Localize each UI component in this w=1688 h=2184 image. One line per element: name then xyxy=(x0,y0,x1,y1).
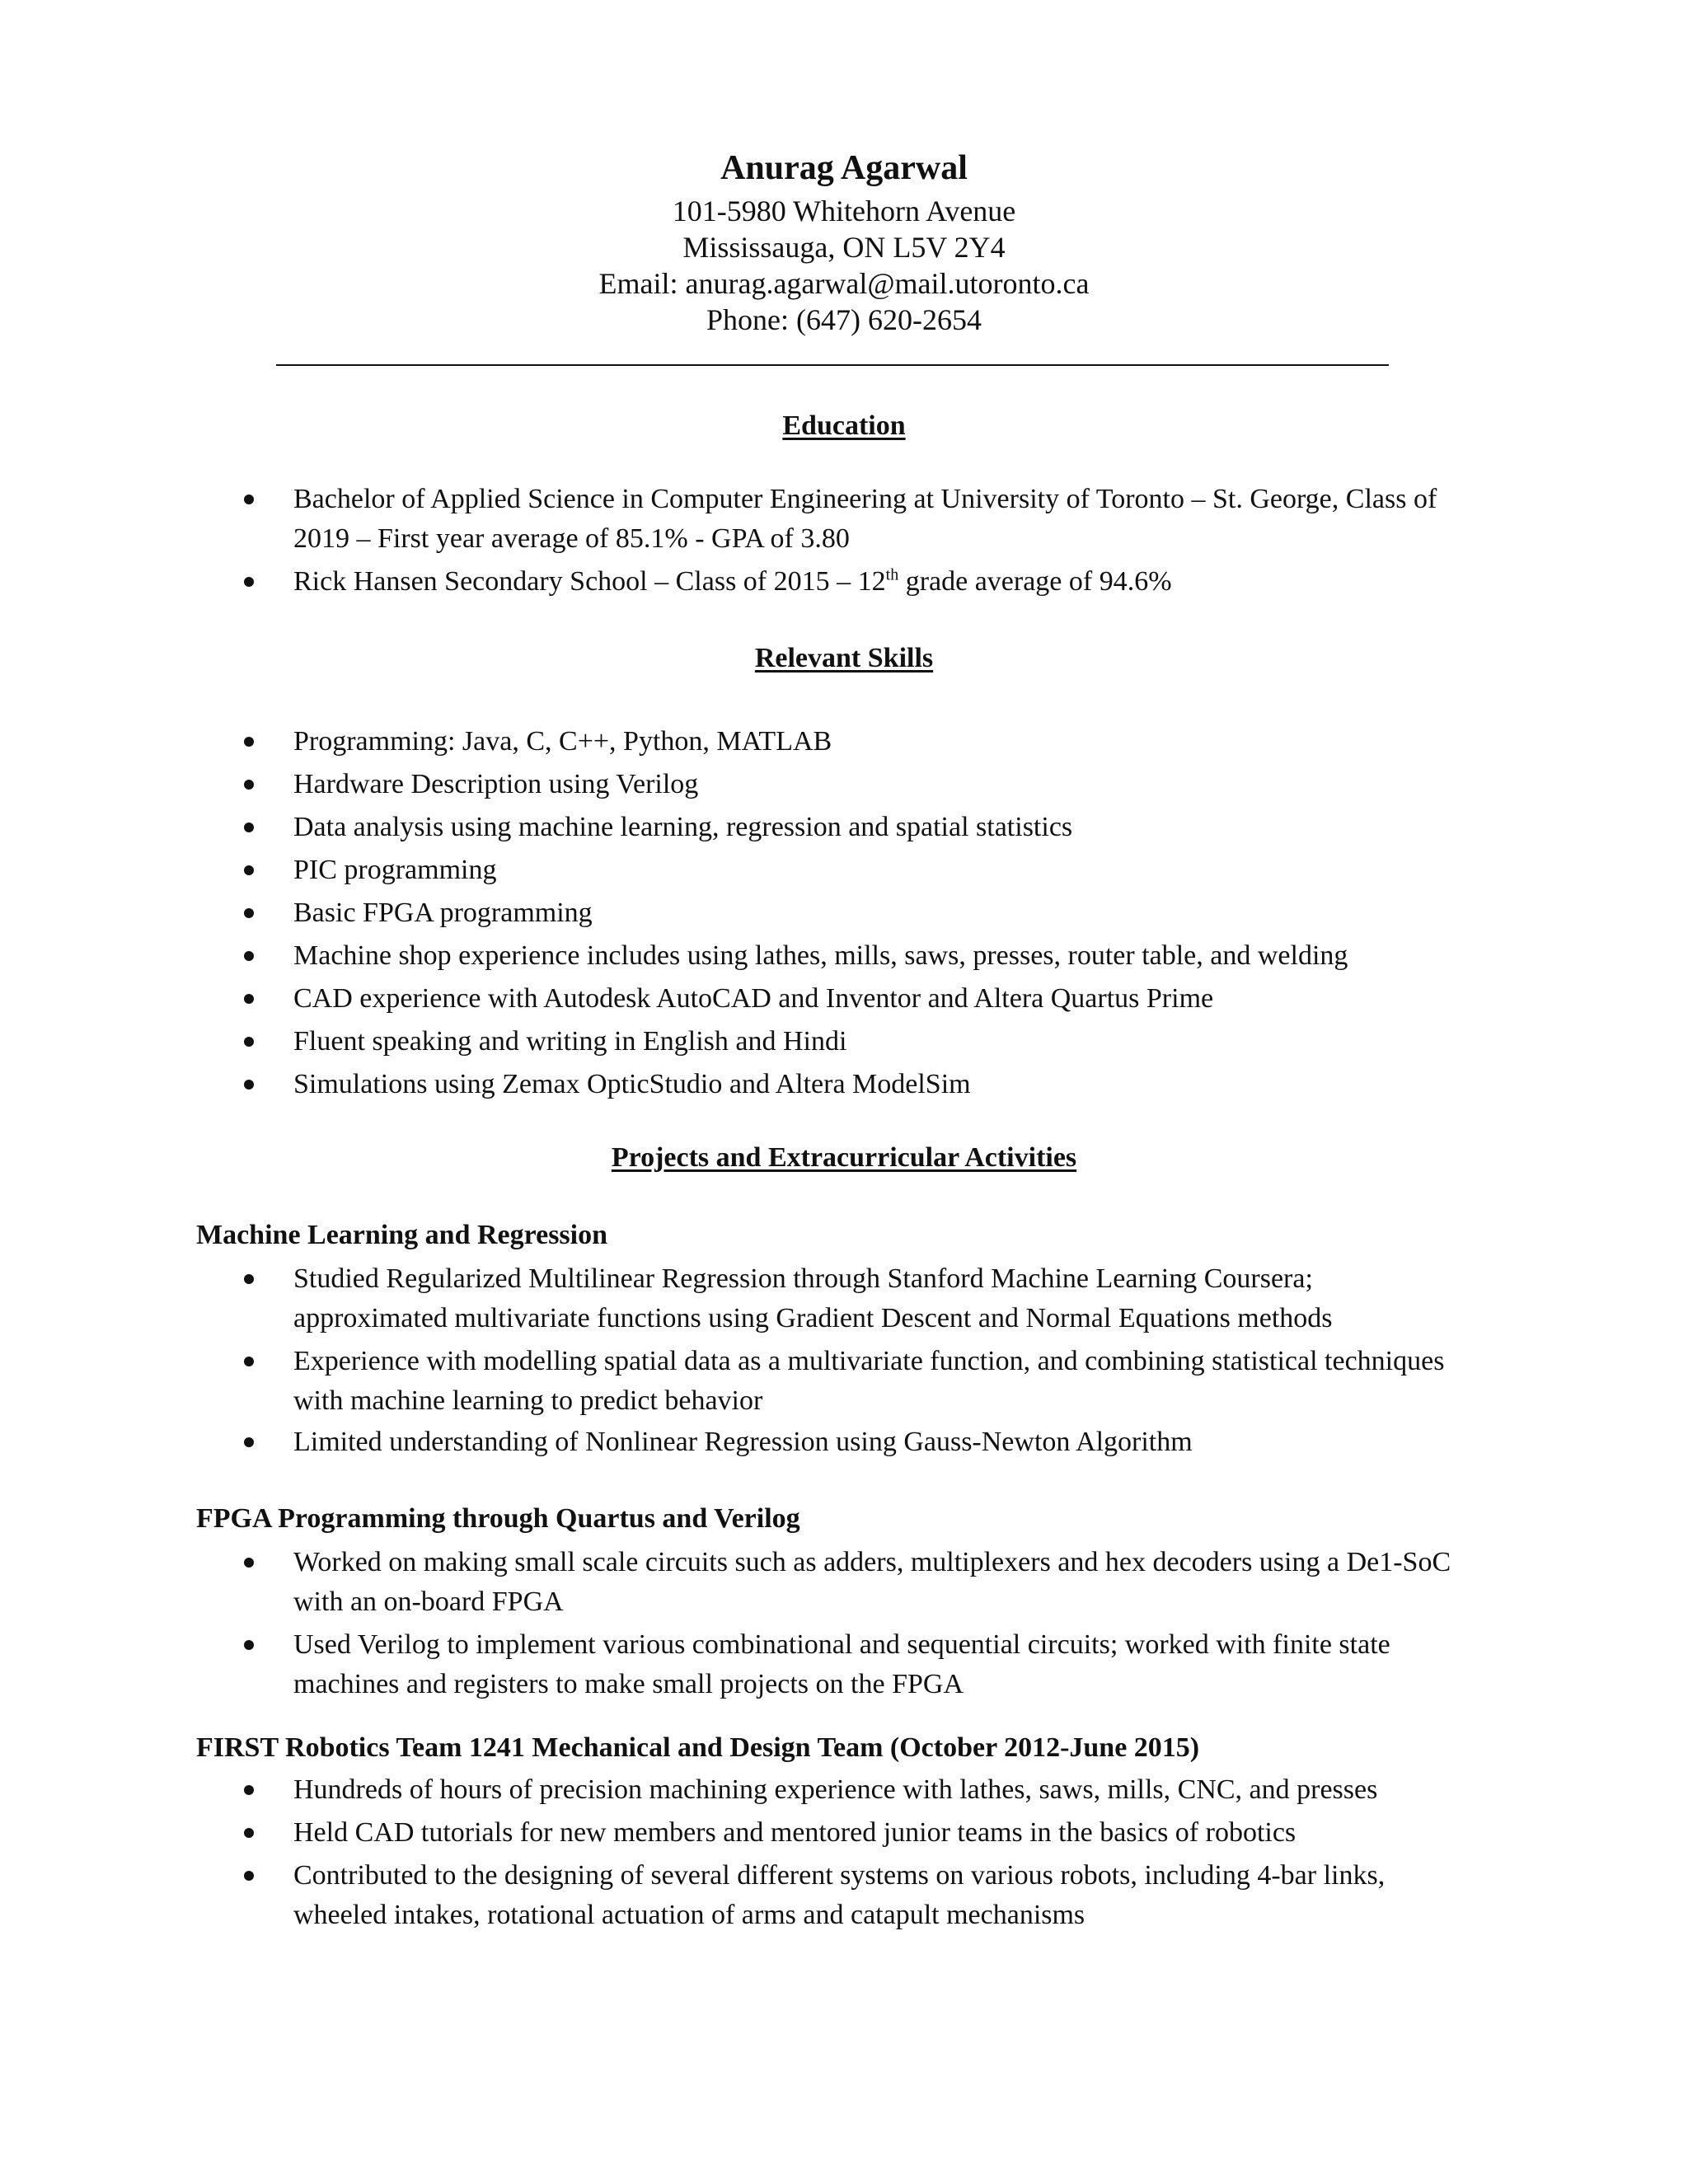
address-line-2: Mississauga, ON L5V 2Y4 xyxy=(682,231,1006,264)
skill-item: Hardware Description using Verilog xyxy=(293,769,699,799)
bullet-icon xyxy=(241,865,259,877)
bullet-icon xyxy=(241,1871,259,1882)
education-item-2-text-end: grade average of 94.6% xyxy=(898,566,1172,597)
project-title-ml: Machine Learning and Regression xyxy=(196,1220,608,1250)
section-heading-skills: Relevant Skills xyxy=(754,643,934,673)
phone-line: Phone: (647) 620-2654 xyxy=(706,303,982,336)
skill-item: CAD experience with Autodesk AutoCAD and Inventor and Altera Quartus Prime xyxy=(293,983,1214,1014)
bullet-icon xyxy=(241,823,259,834)
bullet-icon xyxy=(241,1828,259,1840)
project-item: Held CAD tutorials for new members and mentored junior teams in the basics of robotics xyxy=(293,1817,1296,1848)
bullet-icon xyxy=(241,1437,259,1449)
address-line-1: 101-5980 Whitehorn Avenue xyxy=(672,194,1016,227)
project-title-robotics: FIRST Robotics Team 1241 Mechanical and Design Team (October 2012-June 2015) xyxy=(196,1732,1200,1763)
bullet-icon xyxy=(241,994,259,1005)
skill-item: Data analysis using machine learning, regression and spatial statistics xyxy=(293,812,1073,842)
skill-item: Machine shop experience includes using lathes, mills, saws, presses, router table, and welding xyxy=(293,940,1348,971)
project-title-fpga: FPGA Programming through Quartus and Verilog xyxy=(196,1503,800,1534)
education-item-2-text: Rick Hansen Secondary School – Class of 2015 – 12 xyxy=(293,566,886,597)
education-item-1: Bachelor of Applied Science in Computer Engineering at University of Toronto – St. George, Class of 2019 – First year average of 85.1% - GPA of 3.80 xyxy=(293,484,1437,554)
bullet-icon xyxy=(241,1357,259,1368)
project-item: Worked on making small scale circuits such as adders, multiplexers and hex decoders using a De1-SoC with an on-board FPGA xyxy=(293,1547,1451,1617)
project-item: Hundreds of hours of precision machining experience with lathes, saws, mills, CNC, and presses xyxy=(293,1774,1378,1805)
bullet-icon xyxy=(241,1274,259,1286)
bullet-icon xyxy=(241,1558,259,1569)
section-heading-projects: Projects and Extracurricular Activities xyxy=(611,1142,1077,1173)
project-item: Contributed to the designing of several different systems on various robots, including 4-bar links, wheeled intakes, rotational actuation of arms and catapult mechanisms xyxy=(293,1860,1386,1930)
skill-item: Simulations using Zemax OpticStudio and Altera ModelSim xyxy=(293,1069,971,1099)
skill-item: PIC programming xyxy=(293,855,497,885)
project-item: Studied Regularized Multilinear Regression through Stanford Machine Learning Coursera; approximated multivariate functions using Gradient Descent and Normal Equations methods xyxy=(293,1263,1333,1333)
header-divider xyxy=(276,364,1389,366)
bullet-icon xyxy=(241,1785,259,1797)
project-item: Limited understanding of Nonlinear Regression using Gauss-Newton Algorithm xyxy=(293,1427,1193,1457)
project-item: Experience with modelling spatial data as a multivariate function, and combining statistical techniques with machine learning to predict behavior xyxy=(293,1346,1445,1416)
bullet-icon xyxy=(241,951,259,963)
section-heading-education: Education xyxy=(782,410,906,441)
skill-item: Fluent speaking and writing in English and Hindi xyxy=(293,1026,847,1057)
education-item-2-superscript: th xyxy=(885,565,899,584)
project-item: Used Verilog to implement various combinational and sequential circuits; worked with finite state machines and registers to make small projects on the FPGA xyxy=(293,1629,1390,1699)
bullet-icon xyxy=(241,737,259,748)
skill-item: Basic FPGA programming xyxy=(293,898,593,928)
bullet-icon xyxy=(241,1640,259,1652)
bullet-icon xyxy=(241,1080,259,1091)
bullet-icon xyxy=(241,908,259,920)
education-item-2 xyxy=(293,562,1464,602)
resume-name: Anurag Agarwal xyxy=(720,149,968,187)
email-line: Email: anurag.agarwal@mail.utoronto.ca xyxy=(598,267,1090,300)
bullet-icon xyxy=(241,577,259,588)
bullet-icon xyxy=(241,1037,259,1048)
bullet-icon xyxy=(241,494,259,506)
skill-item: Programming: Java, C, C++, Python, MATLAB xyxy=(293,726,832,757)
bullet-icon xyxy=(241,780,259,791)
